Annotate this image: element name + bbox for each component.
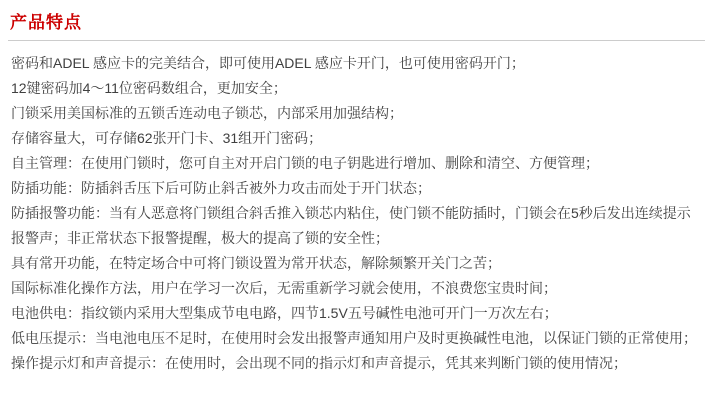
feature-line: 国际标准化操作方法，用户在学习一次后，无需重新学习就会使用，不浪费您宝贵时间； [11, 280, 557, 296]
feature-line: 门锁采用美国标准的五锁舌连动电子锁芯，内部采用加强结构； [11, 105, 403, 121]
feature-line: 操作提示灯和声音提示：在使用时，会出现不同的指示灯和声音提示，凭其来判断门锁的使用情况； [11, 355, 627, 371]
feature-line: 12键密码加4～11位密码数组合，更加安全； [11, 80, 287, 96]
feature-line: 低电压提示：当电池电压不足时，在使用时会发出报警声通知用户及时更换碱性电池，以保证门锁的正常使用； [11, 330, 697, 346]
feature-line: 密码和ADEL 感应卡的完美结合，即可使用ADEL 感应卡开门，也可使用密码开门； [11, 55, 525, 71]
feature-line: 具有常开功能，在特定场合中可将门锁设置为常开状态，解除频繁开关门之苦； [11, 255, 501, 271]
feature-line: 自主管理：在使用门锁时，您可自主对开启门锁的电子钥匙进行增加、删除和清空、方便管理； [11, 155, 599, 171]
feature-line: 存储容量大，可存储62张开门卡、31组开门密码； [11, 130, 323, 146]
feature-list [0, 41, 719, 376]
feature-line: 电池供电：指纹锁内采用大型集成节电电路，四节1.5V五号碱性电池可开门一万次左右； [11, 305, 558, 321]
feature-line: 报警声；非正常状态下报警提醒，极大的提高了锁的安全性； [11, 230, 389, 246]
feature-line: 防插功能：防插斜舌压下后可防止斜舌被外力攻击而处于开门状态； [11, 180, 431, 196]
page-title: 产品特点 [10, 13, 82, 32]
feature-line: 防插报警功能：当有人恶意将门锁组合斜舌推入锁芯内粘住，使门锁不能防插时，门锁会在5秒后发出连续提示 [11, 205, 691, 221]
